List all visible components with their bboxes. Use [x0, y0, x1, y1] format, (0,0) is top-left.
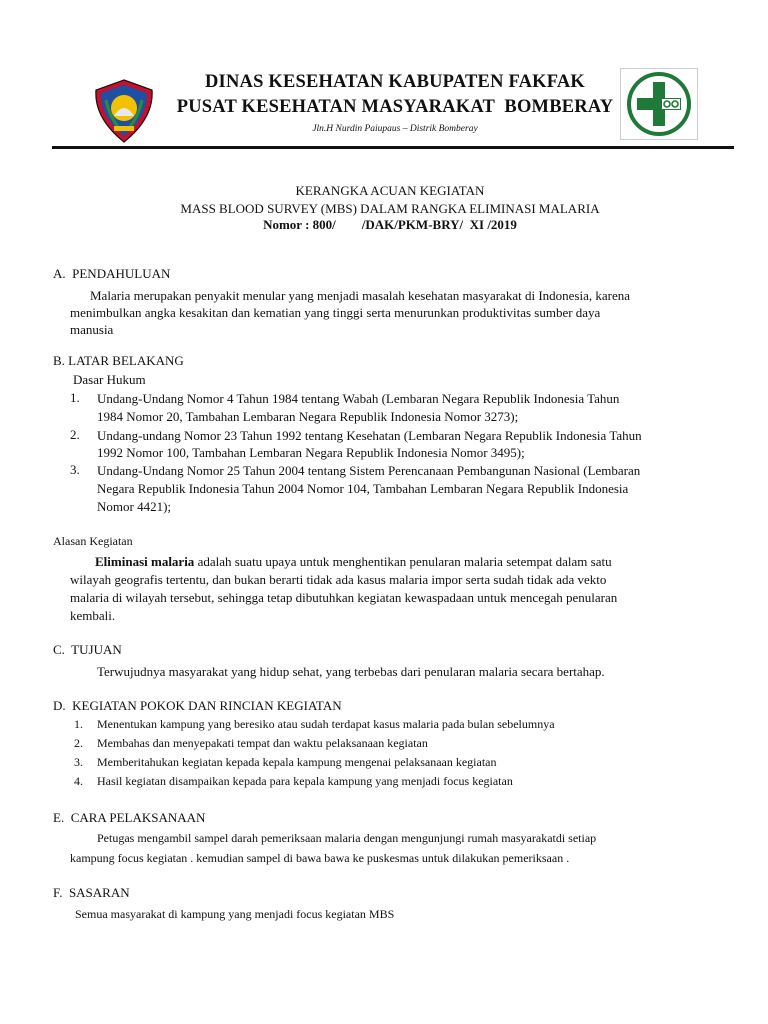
section-c-heading: C. TUJUAN [53, 642, 122, 657]
list-item-cont: 1984 Nomor 20, Tambahan Lembaran Negara Republik Indonesia Nomor 3273); [97, 409, 519, 424]
alasan-line1-rest: adalah suatu upaya untuk menghentikan penularan malaria setempat dalam satu [194, 554, 612, 569]
section-a-heading: A. PENDAHULUAN [53, 266, 171, 281]
letterhead-divider [52, 146, 734, 149]
list-item: Undang-Undang Nomor 25 Tahun 2004 tentang Sistem Perencanaan Pembangunan Nasional (Lembaran [97, 463, 641, 478]
list-item-number: 3. [70, 462, 80, 477]
section-c-text: Terwujudnya masyarakat yang hidup sehat, yang terbebas dari penularan malaria secara bertahap. [97, 664, 605, 679]
list-item: Membahas dan menyepakati tempat dan waktu pelaksanaan kegiatan [97, 736, 428, 750]
list-item-number: 4. [74, 774, 83, 788]
alasan-bold-lead: Eliminasi malaria [95, 554, 195, 569]
list-item-cont: 1992 Nomor 100, Tambahan Lembaran Negara Republik Indonesia Nomor 3495); [97, 445, 525, 460]
document-title: KERANGKA ACUAN KEGIATAN [295, 183, 485, 198]
section-a-line1: Malaria merupakan penyakit menular yang menjadi masalah kesehatan masyarakat di Indonesia, karena [90, 288, 631, 303]
list-item-number: 1. [74, 717, 83, 731]
list-item-number: 1. [70, 390, 80, 405]
health-center-address: Jln.H Nurdin Paiupaus – Distrik Bomberay [312, 124, 478, 134]
section-f-heading: F. SASARAN [53, 885, 130, 900]
section-e-heading: E. CARA PELAKSANAAN [53, 810, 206, 825]
section-e-line1: Petugas mengambil sampel darah pemeriksaan malaria dengan mengunjungi rumah masyarakatdi setiap [97, 831, 597, 845]
list-item-number: 3. [74, 755, 83, 769]
list-item-number: 2. [74, 736, 83, 750]
alasan-heading: Alasan Kegiatan [53, 534, 133, 548]
section-a-line3: manusia [70, 322, 114, 337]
section-a-line2: menimbulkan angka kesakitan dan kematian yang tinggi serta menurunkan produktivitas sumber daya [70, 305, 601, 320]
list-item: Menentukan kampung yang beresiko atau sudah terdapat kasus malaria pada bulan sebelumnya [97, 717, 555, 731]
alasan-line3: malaria di wilayah tersebut, sehingga tetap dibutuhkan kegiatan kewaspadaan untuk mencegah penularan [70, 590, 618, 605]
alasan-line1 [95, 553, 612, 570]
list-item-number: 2. [70, 427, 80, 442]
document-number: Nomor : 800/ /DAK/PKM-BRY/ XI /2019 [263, 217, 517, 232]
list-item: Hasil kegiatan disampaikan kepada para kepala kampung yang menjadi focus kegiatan [97, 774, 513, 788]
fakfak-regency-emblem-icon [92, 78, 156, 144]
list-item-cont: Nomor 4421); [97, 499, 172, 514]
document-subtitle: MASS BLOOD SURVEY (MBS) DALAM RANGKA ELIMINASI MALARIA [180, 201, 600, 216]
alasan-line2: wilayah geografis tertentu, dan bukan berarti tidak ada kasus malaria impor serta sudah tidak ada vekto [70, 572, 607, 587]
section-e-line2: kampung focus kegiatan . kemudian sampel di bawa bawa ke puskesmas untuk dilakukan pemeriksaan . [70, 851, 570, 865]
section-b-subheading: Dasar Hukum [73, 372, 146, 387]
section-b-heading: B. LATAR BELAKANG [53, 353, 184, 368]
list-item-cont: Negara Republik Indonesia Tahun 2004 Nomor 104, Tambahan Lembaran Negara Republik Indonesia [97, 481, 629, 496]
section-d-heading: D. KEGIATAN POKOK DAN RINCIAN KEGIATAN [53, 698, 342, 713]
list-item: Memberitahukan kegiatan kepada kepala kampung mengenai pelaksanaan kegiatan [97, 755, 497, 769]
list-item: Undang-Undang Nomor 4 Tahun 1984 tentang Wabah (Lembaran Negara Republik Indonesia Tahun [97, 391, 620, 406]
alasan-line4: kembali. [70, 608, 116, 623]
health-center-name: PUSAT KESEHATAN MASYARAKAT BOMBERAY [176, 97, 614, 117]
list-item: Undang-undang Nomor 23 Tahun 1992 tentang Kesehatan (Lembaran Negara Republik Indonesia Tahun [97, 428, 642, 443]
section-f-text: Semua masyarakat di kampung yang menjadi focus kegiatan MBS [75, 907, 395, 921]
agency-name: DINAS KESEHATAN KABUPATEN FAKFAK [204, 72, 586, 92]
puskesmas-cross-logo-icon [620, 68, 698, 140]
